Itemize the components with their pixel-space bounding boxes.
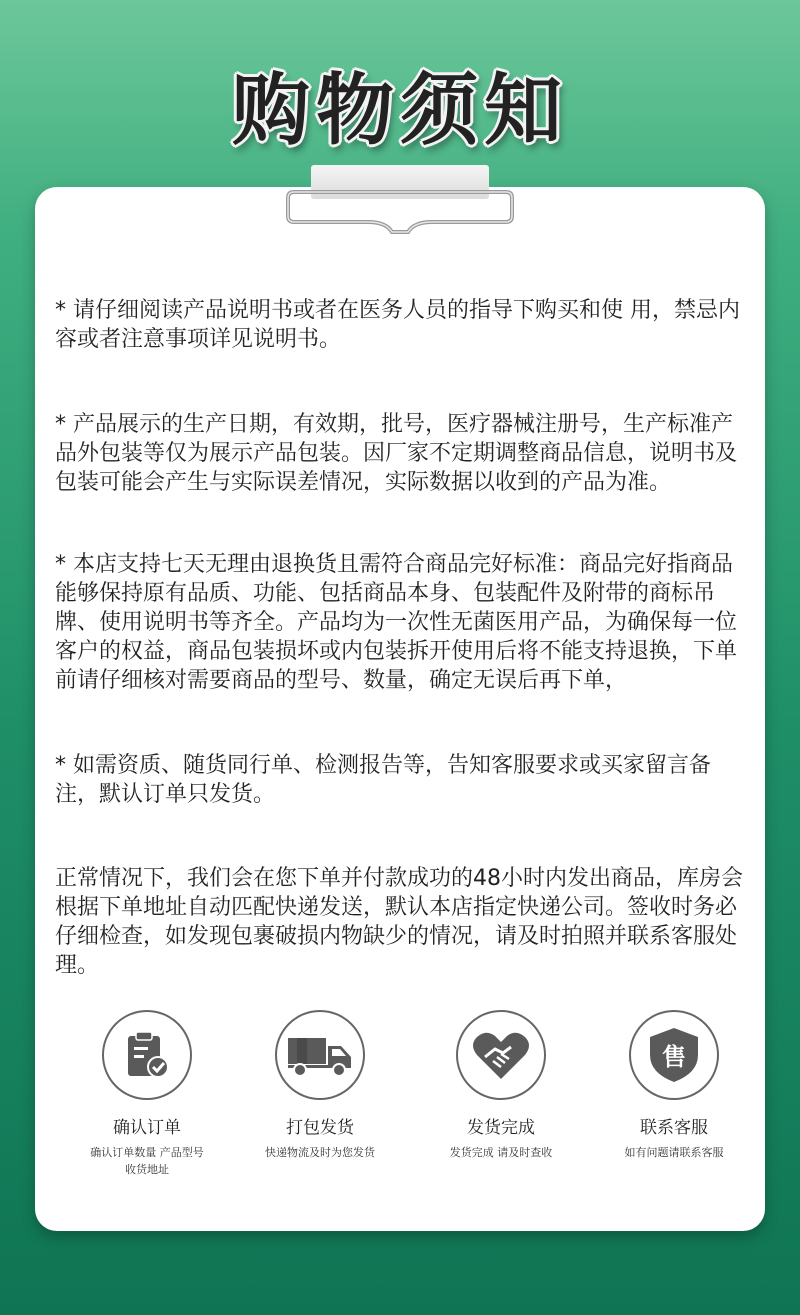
- feature-title: 打包发货: [286, 1118, 354, 1138]
- feature-confirm-order: [57, 1010, 237, 1178]
- feature-title: 联系客服: [640, 1118, 708, 1138]
- shield-service-icon: [629, 1010, 719, 1100]
- notice-paragraph-1: * 请仔细阅读产品说明书或者在医务人员的指导下购买和使 用，禁忌内容或者注意事项详见说明书。: [55, 298, 740, 352]
- service-glyph: 售: [662, 1043, 686, 1071]
- handshake-heart-icon: [456, 1010, 546, 1100]
- feature-title: 确认订单: [113, 1118, 181, 1138]
- delivery-truck-icon: [275, 1010, 365, 1100]
- page-title: 购物须知: [231, 66, 568, 156]
- notice-paragraph-4: * 如需资质、随货同行单、检测报告等，告知客服要求或买家留言备注，默认订单只发货。: [55, 753, 711, 807]
- feature-description: 快递物流及时为您发货: [265, 1146, 375, 1159]
- feature-description: 发货完成 请及时查收: [449, 1146, 553, 1159]
- feature-delivered: [411, 1010, 591, 1161]
- feature-pack-ship: [230, 1010, 410, 1161]
- feature-description: 如有问题请联系客服: [624, 1146, 724, 1159]
- notice-paragraph-5: 正常情况下，我们会在您下单并付款成功的48小时内发出商品，库房会根据下单地址自动匹配快递发送，默认本店指定快递公司。签收时务必仔细检查，如发现包裹破损内物缺少的情况，请及时拍照并联系客服处理。: [55, 866, 743, 978]
- notice-paragraph-3: * 本店支持七天无理由退换货且需符合商品完好标准：商品完好指商品能够保持原有品质、功能、包括商品本身、包装配件及附带的商标吊牌、使用说明书等齐全。产品均为一次性无菌医用产品，为确保每一位客户的权益，商品包装损坏或内包装拆开使用后将不能支持退换，下单前请仔细核对需要商品的型号、数量，确定无误后再下单，: [55, 552, 738, 693]
- notice-paragraph-2: * 产品展示的生产日期，有效期，批号，医疗器械注册号，生产标准产品外包装等仅为展示产品包装。因厂家不定期调整商品信息，说明书及包装可能会产生与实际误差情况，实际数据以收到的产品为准。: [55, 412, 738, 495]
- feature-contact-service: [584, 1010, 764, 1161]
- feature-title: 发货完成: [467, 1118, 535, 1138]
- clipboard-check-icon: [102, 1010, 192, 1100]
- clipboard-clip-icon: [282, 186, 518, 238]
- feature-description: 确认订单数量 产品型号 收货地址: [90, 1146, 204, 1176]
